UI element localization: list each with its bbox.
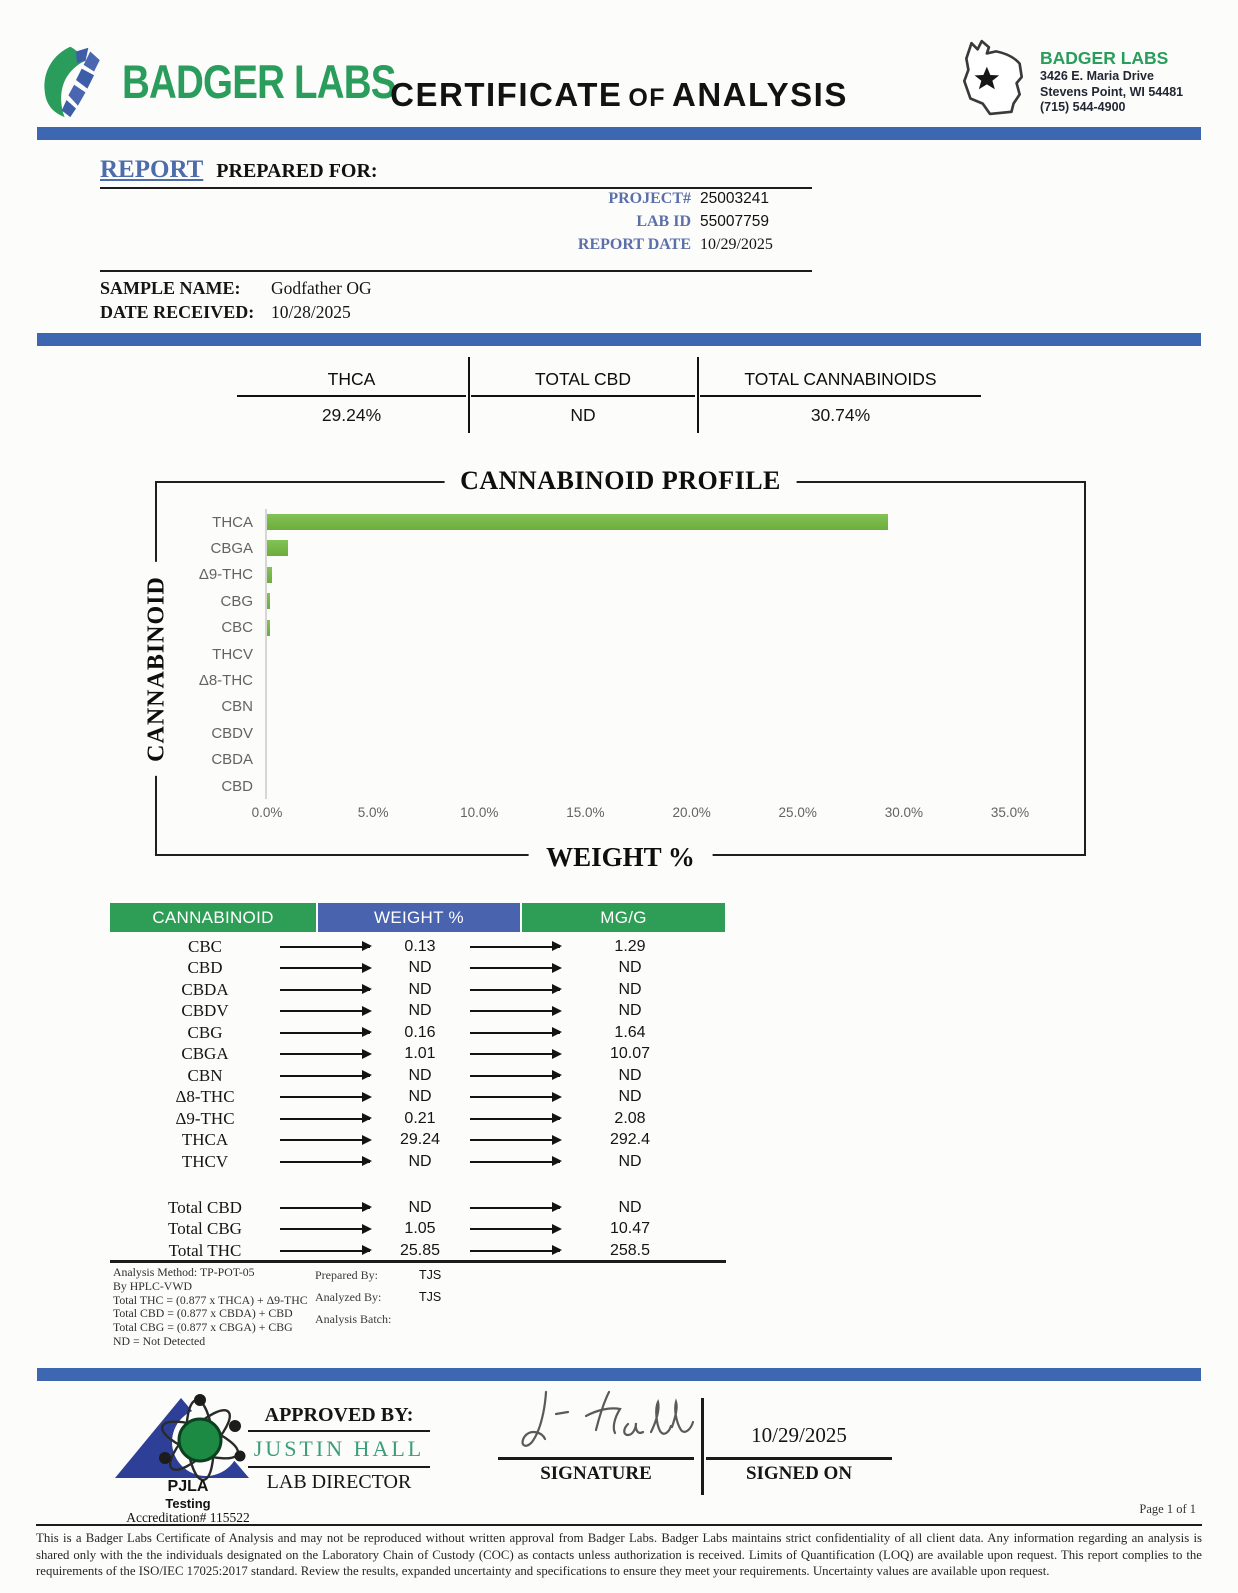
- signed-on-date: 10/29/2025: [751, 1423, 847, 1447]
- table-row: [110, 958, 726, 980]
- approver-title: LAB DIRECTOR: [266, 1471, 412, 1493]
- arrow-icon: [280, 1118, 370, 1120]
- approver-name: JUSTIN HALL: [253, 1436, 425, 1461]
- row-cannabinoid-name: Total THC: [168, 1240, 242, 1260]
- signature-line: [498, 1457, 694, 1460]
- arrow-icon: [470, 1228, 560, 1230]
- table-header-weight: WEIGHT %: [318, 903, 520, 932]
- row-arrow-cell: [275, 1228, 375, 1230]
- row-arrow-cell: [275, 1075, 375, 1077]
- chart-bar-area: [265, 509, 1080, 535]
- row-arrow-cell: [275, 1207, 375, 1209]
- table-row: [110, 1065, 726, 1087]
- arrow-icon: [280, 946, 370, 948]
- x-tick-label: 0.0%: [251, 805, 283, 820]
- field-row: [420, 236, 812, 259]
- section-line: [100, 187, 812, 189]
- row-arrow-cell: [275, 1053, 375, 1055]
- report-heading: [100, 156, 378, 184]
- project-number-label: PROJECT#: [608, 190, 691, 207]
- table-row: [110, 1197, 726, 1219]
- arrow-icon: [470, 989, 560, 991]
- row-arrow-cell: [465, 1207, 565, 1209]
- analysis-batch-label: Analysis Batch:: [315, 1312, 392, 1326]
- table-row: [110, 936, 726, 958]
- divider-bar-top: [37, 127, 1201, 140]
- chart-bar: [267, 593, 270, 609]
- results-table-header: [110, 903, 726, 932]
- chart-title: CANNABINOID PROFILE: [444, 466, 797, 496]
- row-arrow-cell: [465, 1096, 565, 1098]
- row-weight-value: ND: [408, 980, 432, 998]
- chart-category-label: CBD: [221, 777, 253, 795]
- wisconsin-map-icon: [952, 36, 1034, 118]
- arrow-icon: [470, 1161, 560, 1163]
- row-cannabinoid-name: CBGA: [181, 1044, 229, 1064]
- row-cannabinoid-name: Total CBG: [168, 1219, 242, 1239]
- summary-value: ND: [570, 405, 596, 425]
- report-fields: [420, 190, 812, 259]
- row-weight-value: 0.13: [404, 937, 436, 955]
- row-arrow-cell: [275, 1096, 375, 1098]
- sample-name-row: [100, 278, 372, 302]
- date-received-label: DATE RECEIVED:: [100, 302, 255, 322]
- signed-on-label: SIGNED ON: [745, 1463, 853, 1484]
- results-table-totals: [110, 1197, 726, 1262]
- results-table-rows: [110, 936, 726, 1173]
- row-cannabinoid-name: Δ8-THC: [175, 1087, 235, 1107]
- summary-label: THCA: [237, 356, 466, 397]
- row-arrow-cell: [275, 967, 375, 969]
- chart-category-label: CBGA: [210, 540, 253, 558]
- arrow-icon: [280, 1075, 370, 1077]
- row-arrow-cell: [465, 1118, 565, 1120]
- row-cannabinoid-name: CBD: [187, 958, 223, 978]
- row-arrow-cell: [465, 946, 565, 948]
- lab-address-card: [952, 36, 1212, 118]
- prepared-by-row: [315, 1268, 441, 1290]
- chart-bar-area: [265, 562, 1080, 588]
- row-cannabinoid-name: THCA: [181, 1130, 229, 1150]
- chart-bar-area: [265, 773, 1080, 799]
- table-header-mgg: MG/G: [522, 903, 725, 932]
- arrow-icon: [280, 1250, 370, 1252]
- chart-category-label: THCV: [212, 645, 253, 663]
- footnote-line: Total THC = (0.877 x THCA) + Δ9-THC: [113, 1292, 308, 1307]
- row-mgg-value: ND: [618, 959, 642, 977]
- row-arrow-cell: [465, 1032, 565, 1034]
- sample-name-label: SAMPLE NAME:: [100, 278, 241, 298]
- report-word: REPORT: [100, 156, 204, 183]
- row-arrow-cell: [465, 989, 565, 991]
- summary-value: 29.24%: [321, 405, 382, 425]
- signature-label: SIGNATURE: [540, 1463, 652, 1484]
- pjla-sub: Testing: [165, 1496, 211, 1511]
- lab-name: BADGER LABS: [1040, 48, 1169, 68]
- approved-by-block: [248, 1404, 430, 1494]
- divider-bar-bottom: [37, 1368, 1201, 1381]
- chart-category-label: CBC: [221, 619, 253, 637]
- lab-id-value: 55007759: [700, 213, 769, 230]
- x-tick-label: 35.0%: [990, 805, 1030, 820]
- arrow-icon: [470, 1053, 560, 1055]
- arrow-icon: [470, 1032, 560, 1034]
- prepared-for-label: PREPARED FOR:: [216, 160, 378, 182]
- chart-bar-row: [157, 773, 1080, 799]
- x-tick-label: 25.0%: [778, 805, 817, 820]
- chart-bar-row: [157, 588, 1080, 614]
- arrow-icon: [470, 1096, 560, 1098]
- row-mgg-value: ND: [618, 1152, 642, 1170]
- row-arrow-cell: [275, 1010, 375, 1012]
- row-arrow-cell: [465, 1053, 565, 1055]
- arrow-icon: [470, 1250, 560, 1252]
- table-row: [110, 1108, 726, 1130]
- row-mgg-value: ND: [618, 1066, 642, 1084]
- row-arrow-cell: [275, 989, 375, 991]
- footnote-line: Analysis Method: TP-POT-05: [113, 1265, 255, 1279]
- chart-bar-area: [265, 588, 1080, 614]
- row-mgg-value: 2.08: [614, 1109, 646, 1127]
- arrow-icon: [280, 1139, 370, 1141]
- lab-id-label: LAB ID: [636, 213, 691, 230]
- arrow-icon: [280, 1096, 370, 1098]
- arrow-icon: [280, 1010, 370, 1012]
- arrow-icon: [280, 1207, 370, 1209]
- table-row: [110, 1087, 726, 1109]
- signed-on-line: [706, 1457, 892, 1460]
- row-arrow-cell: [465, 1250, 565, 1252]
- arrow-icon: [280, 1053, 370, 1055]
- table-row: [110, 1151, 726, 1173]
- summary-column-total-cannabinoids: [700, 356, 981, 426]
- chart-category-label: CBN: [221, 698, 253, 716]
- project-number-value: 25003241: [700, 190, 769, 207]
- row-cannabinoid-name: CBDA: [181, 979, 229, 999]
- prepared-by-label: Prepared By:: [315, 1268, 378, 1282]
- row-mgg-value: 1.29: [614, 937, 646, 955]
- lab-address-line1: 3426 E. Maria Drive: [1040, 69, 1154, 83]
- analysis-footnotes: [113, 1266, 323, 1349]
- row-cannabinoid-name: CBG: [187, 1022, 223, 1042]
- x-tick-label: 30.0%: [884, 805, 924, 820]
- row-arrow-cell: [275, 946, 375, 948]
- prepared-by-value: TJS: [419, 1268, 442, 1282]
- arrow-icon: [280, 1161, 370, 1163]
- report-date-label: REPORT DATE: [577, 236, 691, 253]
- table-row: [110, 1219, 726, 1241]
- row-weight-value: 29.24: [399, 1131, 441, 1149]
- row-weight-value: ND: [408, 1198, 432, 1216]
- summary-column-total-cbd: [471, 356, 695, 426]
- date-received-row: [100, 302, 372, 326]
- date-received-value: 10/28/2025: [271, 302, 351, 322]
- arrow-icon: [470, 1075, 560, 1077]
- x-tick-label: 5.0%: [357, 805, 389, 820]
- signature-divider: [701, 1398, 704, 1495]
- summary-divider: [697, 357, 699, 433]
- certificate-title-part1: CERTIFICATE: [390, 76, 623, 113]
- chart-category-label: Δ8-THC: [198, 672, 253, 690]
- chart-bar-area: [265, 641, 1080, 667]
- x-tick-label: 20.0%: [672, 805, 711, 820]
- chart-bar-row: [157, 694, 1080, 720]
- chart-category-label: CBDV: [211, 724, 253, 742]
- chart-bar-row: [157, 747, 1080, 773]
- chart-bar-area: [265, 667, 1080, 693]
- row-weight-value: 1.01: [404, 1045, 436, 1063]
- chart-y-axis-label: CANNABINOID: [144, 562, 171, 776]
- row-arrow-cell: [275, 1118, 375, 1120]
- arrow-icon: [470, 946, 560, 948]
- arrow-icon: [280, 967, 370, 969]
- row-cannabinoid-name: THCV: [181, 1151, 229, 1171]
- divider-bar-middle: [37, 333, 1201, 346]
- analyzed-by-label: Analyzed By:: [315, 1290, 382, 1304]
- field-row: [420, 190, 812, 213]
- row-cannabinoid-name: CBC: [187, 936, 223, 956]
- brand-text: BADGER LABS: [122, 54, 396, 108]
- analyzed-by-row: [315, 1290, 441, 1312]
- row-arrow-cell: [275, 1250, 375, 1252]
- chart-bar: [267, 620, 270, 636]
- analyzed-by-value: TJS: [419, 1290, 442, 1304]
- row-cannabinoid-name: CBDV: [181, 1001, 229, 1021]
- sample-name-value: Godfather OG: [271, 278, 372, 298]
- row-weight-value: 25.85: [399, 1241, 441, 1259]
- row-arrow-cell: [275, 1139, 375, 1141]
- chart-bar-row: [157, 667, 1080, 693]
- table-row: [110, 1130, 726, 1152]
- chart-bar-row: [157, 562, 1080, 588]
- footnote-line: ND = Not Detected: [113, 1333, 206, 1348]
- chart-bar-area: [265, 694, 1080, 720]
- footnote-line: Total CBD = (0.877 x CBDA) + CBD: [113, 1306, 293, 1321]
- chart-bar-row: [157, 509, 1080, 535]
- row-mgg-value: 10.47: [609, 1220, 651, 1238]
- row-weight-value: ND: [408, 1066, 432, 1084]
- row-weight-value: ND: [408, 1002, 432, 1020]
- certificate-title-part2: ANALYSIS: [672, 76, 848, 113]
- chart-bar: [267, 514, 888, 530]
- row-arrow-cell: [275, 1161, 375, 1163]
- arrow-icon: [470, 967, 560, 969]
- summary-label: TOTAL CBD: [471, 356, 695, 397]
- table-row: [110, 1001, 726, 1023]
- arrow-icon: [280, 1032, 370, 1034]
- chart-bar-row: [157, 535, 1080, 561]
- approved-by-label: APPROVED BY:: [264, 1404, 414, 1426]
- row-weight-value: ND: [408, 1152, 432, 1170]
- chart-bar-row: [157, 615, 1080, 641]
- chart-bar-row: [157, 641, 1080, 667]
- cannabinoid-profile-chart: [143, 466, 1086, 872]
- table-row: [110, 1044, 726, 1066]
- table-bottom-line: [110, 1260, 726, 1263]
- row-arrow-cell: [465, 1161, 565, 1163]
- row-weight-value: 0.21: [404, 1109, 436, 1127]
- chart-category-label: Δ9-THC: [198, 566, 253, 584]
- row-mgg-value: 258.5: [609, 1241, 651, 1259]
- approved-by-line: [248, 1430, 430, 1432]
- table-header-cannabinoid: CANNABINOID: [110, 903, 316, 932]
- chart-bar-area: [265, 720, 1080, 746]
- row-arrow-cell: [465, 967, 565, 969]
- row-mgg-value: 10.07: [609, 1045, 651, 1063]
- chart-category-label: THCA: [212, 513, 253, 531]
- row-cannabinoid-name: CBN: [187, 1065, 223, 1085]
- row-mgg-value: ND: [618, 1088, 642, 1106]
- table-row: [110, 1240, 726, 1262]
- row-arrow-cell: [465, 1228, 565, 1230]
- section-line: [100, 270, 812, 272]
- certificate-title-of: OF: [628, 84, 667, 112]
- pjla-name: PJLA: [167, 1478, 209, 1495]
- row-cannabinoid-name: Total CBD: [168, 1197, 242, 1217]
- chart-bar: [267, 567, 272, 583]
- table-row: [110, 1022, 726, 1044]
- arrow-icon: [470, 1207, 560, 1209]
- row-mgg-value: ND: [618, 1198, 642, 1216]
- row-mgg-value: 1.64: [614, 1023, 646, 1041]
- chart-bar: [267, 540, 288, 556]
- arrow-icon: [470, 1118, 560, 1120]
- analyst-block: [315, 1268, 441, 1334]
- analysis-batch-row: [315, 1312, 441, 1334]
- report-date-value: 10/29/2025: [700, 236, 773, 253]
- signature-icon: [512, 1382, 697, 1460]
- x-tick-label: 15.0%: [566, 805, 605, 820]
- approved-by-line: [248, 1466, 430, 1468]
- chart-bar-area: [265, 615, 1080, 641]
- row-arrow-cell: [275, 1032, 375, 1034]
- row-arrow-cell: [465, 1075, 565, 1077]
- row-mgg-value: ND: [618, 1002, 642, 1020]
- accreditation-number: Accreditation# 115522: [126, 1510, 250, 1525]
- disclaimer-text: This is a Badger Labs Certificate of Analysis and may not be reproduced without written approval from Badger Labs. Badger Labs maintains strict confidentiality of all client data. Any information regarding an analysis is shared only with the the individuals designated on the Laboratory Chain of Custody (COC) as contacts unless authorization is received. Limits of Quantification (LOQ) are available upon request. This report complies to the requirements of the ISO/IEC 17025:2017 standard. Review the results, expanded uncertainty and specifications to ensure they meet your requirements. Uncertainty values are available upon request.: [36, 1524, 1202, 1580]
- summary-divider: [468, 357, 470, 433]
- footnote-line: By HPLC-VWD: [113, 1278, 192, 1293]
- summary-column-thca: [237, 356, 466, 426]
- chart-category-label: CBG: [220, 592, 253, 610]
- row-mgg-value: 292.4: [609, 1131, 651, 1149]
- row-arrow-cell: [465, 1010, 565, 1012]
- table-row: [110, 979, 726, 1001]
- chart-bar-area: [265, 747, 1080, 773]
- chart-rows: [157, 509, 1080, 799]
- chart-category-label: CBDA: [211, 751, 253, 769]
- lab-phone: (715) 544-4900: [1040, 100, 1126, 114]
- page-number: Page 1 of 1: [1139, 1502, 1196, 1516]
- arrow-icon: [280, 989, 370, 991]
- x-tick-label: 10.0%: [460, 805, 499, 820]
- summary-value: 30.74%: [810, 405, 871, 425]
- arrow-icon: [470, 1139, 560, 1141]
- summary-label: TOTAL CANNABINOIDS: [700, 356, 981, 397]
- chart-bar-area: [265, 535, 1080, 561]
- arrow-icon: [280, 1228, 370, 1230]
- row-weight-value: ND: [408, 959, 432, 977]
- row-arrow-cell: [465, 1139, 565, 1141]
- arrow-icon: [470, 1010, 560, 1012]
- chart-bar-row: [157, 720, 1080, 746]
- lab-address-line2: Stevens Point, WI 54481: [1040, 84, 1184, 99]
- row-weight-value: 1.05: [404, 1220, 436, 1238]
- row-weight-value: ND: [408, 1088, 432, 1106]
- row-weight-value: 0.16: [404, 1023, 436, 1041]
- chart-x-ticks: [251, 805, 1080, 825]
- row-cannabinoid-name: Δ9-THC: [175, 1108, 235, 1128]
- chart-x-axis-label: WEIGHT %: [528, 842, 713, 873]
- row-mgg-value: ND: [618, 980, 642, 998]
- field-row: [420, 213, 812, 236]
- sample-block: [100, 278, 372, 326]
- footnote-line: Total CBG = (0.877 x CBGA) + CBG: [113, 1320, 293, 1335]
